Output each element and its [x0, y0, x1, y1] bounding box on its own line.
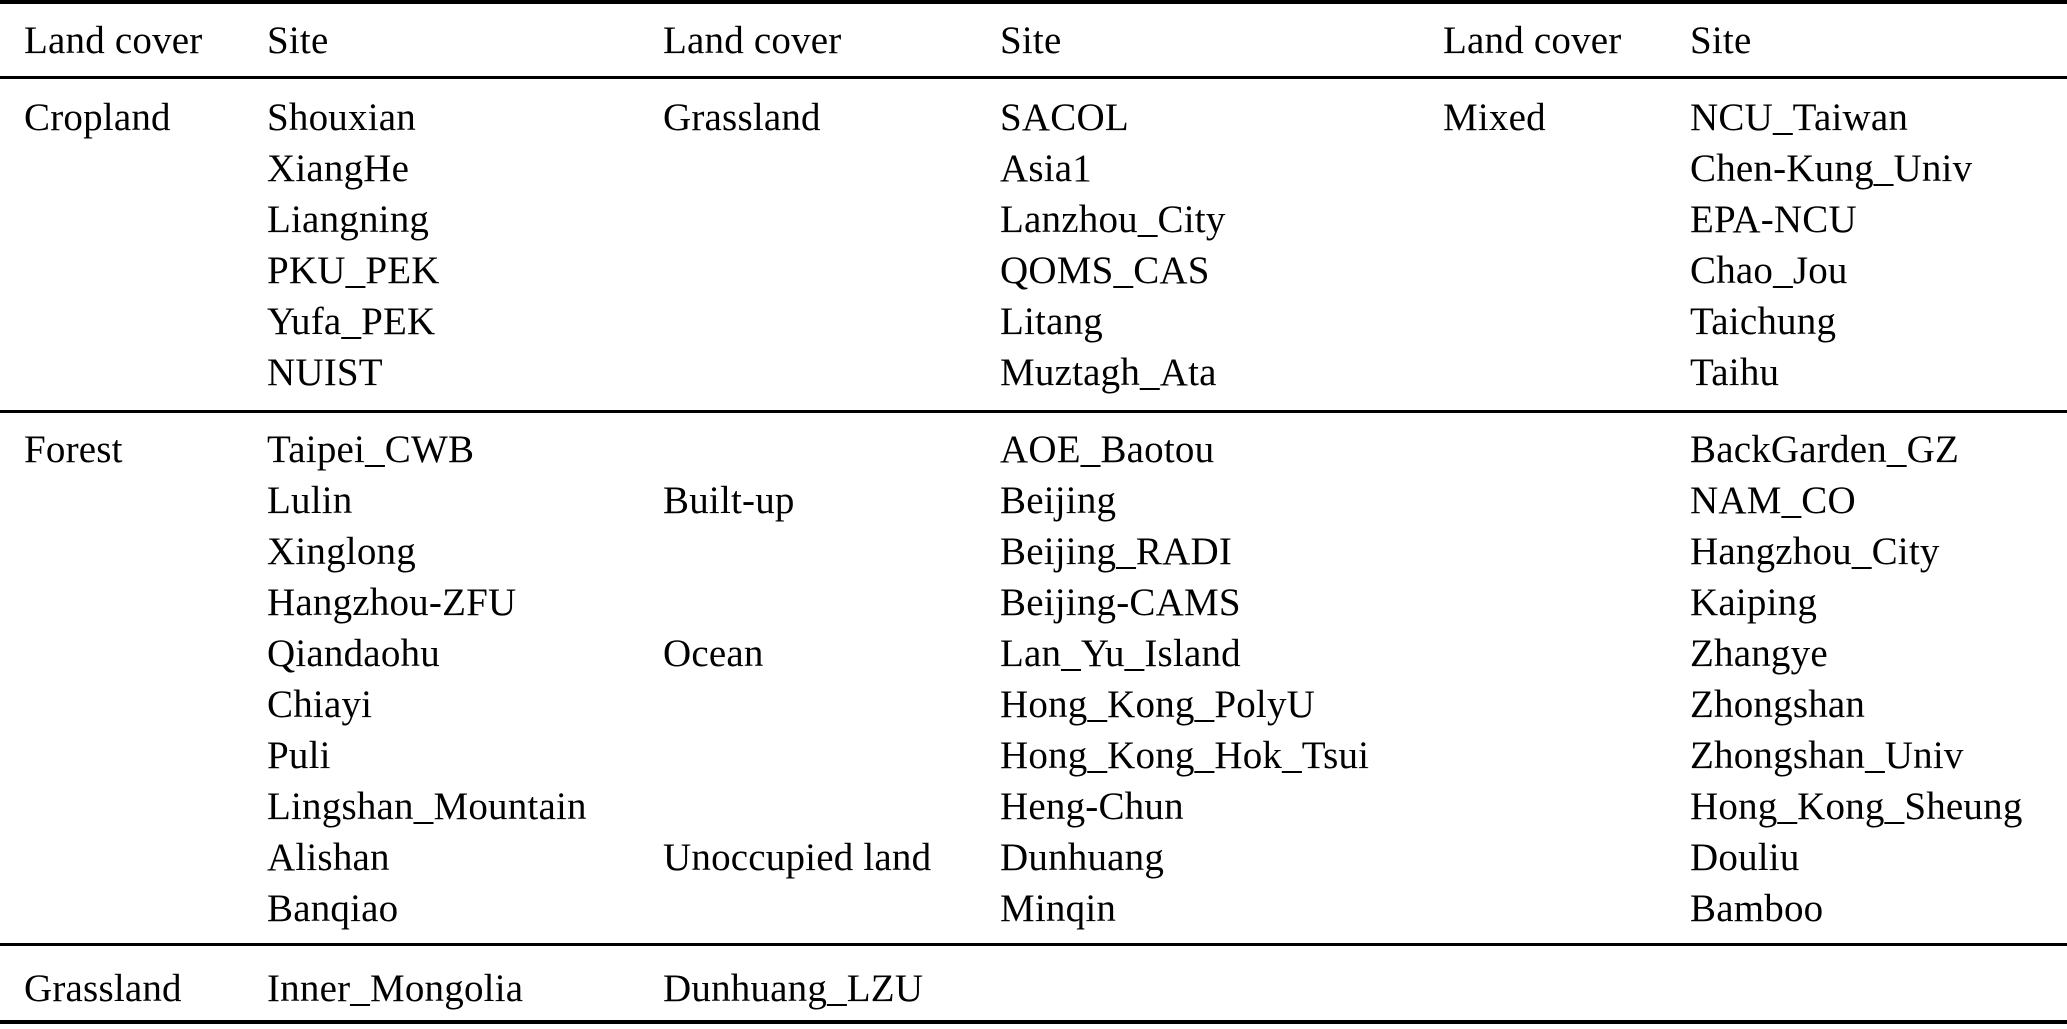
land-cover-cell — [1443, 245, 1690, 296]
site-cell: Hangzhou-ZFU — [267, 581, 517, 624]
site-cell: Kaiping — [1690, 581, 1818, 624]
site-cell: EPA-NCU — [1690, 198, 1857, 241]
site-cell: Minqin — [1000, 887, 1117, 930]
land-cover-cell — [24, 679, 267, 730]
land-cover-cell — [24, 296, 267, 347]
land-cover-cell — [1443, 730, 1690, 781]
land-cover-cell — [24, 781, 267, 832]
land-cover-cell — [1443, 781, 1690, 832]
land-cover-cell — [663, 194, 1000, 245]
site-cell: Taichung — [1690, 300, 1837, 343]
land-cover-cell — [1443, 832, 1690, 883]
site-cell: QOMS_CAS — [1000, 249, 1210, 292]
table-block-2 — [0, 413, 2067, 946]
site-cell: BackGarden_GZ — [1690, 428, 1959, 471]
land-cover-cell — [24, 347, 267, 398]
land-cover-cell: Built-up — [663, 479, 795, 522]
land-cover-cell — [663, 347, 1000, 398]
site-cell: Dunhuang — [1000, 836, 1165, 879]
land-cover-cell — [1443, 679, 1690, 730]
site-cell: NAM_CO — [1690, 479, 1856, 522]
land-cover-cell — [24, 143, 267, 194]
land-cover-cell: Grassland — [663, 96, 821, 139]
site-cell: Douliu — [1690, 836, 1800, 879]
site-cell: Lan_Yu_Island — [1000, 632, 1241, 675]
site-cell: Zhongshan — [1690, 683, 1866, 726]
land-cover-cell: Dunhuang_LZU — [663, 967, 924, 1010]
land-cover-cell: Mixed — [1443, 96, 1546, 139]
site-cell: AOE_Baotou — [1000, 428, 1215, 471]
land-cover-cell — [1443, 628, 1690, 679]
site-cell: Litang — [1000, 300, 1104, 343]
site-cell: Lulin — [267, 479, 353, 522]
land-cover-cell: Ocean — [663, 632, 764, 675]
site-cell: NUIST — [267, 351, 383, 394]
site-cell: Taipei_CWB — [267, 428, 475, 471]
land-cover-cell — [24, 883, 267, 934]
land-cover-cell — [663, 679, 1000, 730]
land-cover-cell — [24, 730, 267, 781]
site-cell: Heng-Chun — [1000, 785, 1184, 828]
land-cover-cell — [663, 730, 1000, 781]
land-cover-cell — [1443, 577, 1690, 628]
land-cover-cell — [24, 628, 267, 679]
column-header-land-cover: Land cover — [24, 19, 203, 62]
land-cover-cell — [663, 781, 1000, 832]
site-cell: Liangning — [267, 198, 430, 241]
land-cover-cell — [24, 577, 267, 628]
land-cover-cell: Forest — [24, 428, 123, 471]
site-cell: Lanzhou_City — [1000, 198, 1226, 241]
land-cover-cell — [24, 832, 267, 883]
site-cell: Chiayi — [267, 683, 373, 726]
column-header-land-cover: Land cover — [663, 19, 842, 62]
site-cell: Xinglong — [267, 530, 416, 573]
land-cover-cell — [663, 245, 1000, 296]
site-cell: NCU_Taiwan — [1690, 96, 1909, 139]
column-header-site: Site — [1690, 19, 1752, 62]
land-cover-cell — [24, 245, 267, 296]
site-cell: Taihu — [1690, 351, 1780, 394]
land-cover-cell — [1443, 194, 1690, 245]
land-cover-cell — [663, 143, 1000, 194]
land-cover-cell — [1443, 347, 1690, 398]
site-cell — [1690, 963, 2067, 1014]
site-cell: Muztagh_Ata — [1000, 351, 1217, 394]
site-cell: Hong_Kong_Sheung — [1690, 785, 2023, 828]
land-cover-cell — [24, 194, 267, 245]
land-cover-cell — [1443, 424, 1690, 475]
column-header-land-cover: Land cover — [1443, 19, 1622, 62]
site-cell: Asia1 — [1000, 147, 1092, 190]
land-cover-cell — [663, 526, 1000, 577]
site-cell: Beijing_RADI — [1000, 530, 1233, 573]
land-cover-cell — [1443, 963, 1690, 1014]
land-cover-cell — [663, 577, 1000, 628]
site-cell: Hangzhou_City — [1690, 530, 1940, 573]
land-cover-cell: Grassland — [24, 967, 182, 1010]
site-cell: Banqiao — [267, 887, 399, 930]
site-cell: XiangHe — [267, 147, 410, 190]
site-cell: Beijing — [1000, 479, 1117, 522]
site-cell: Lingshan_Mountain — [267, 785, 587, 828]
site-cell: Hong_Kong_PolyU — [1000, 683, 1316, 726]
land-cover-cell — [663, 424, 1000, 475]
site-cell: Bamboo — [1690, 887, 1824, 930]
table-block-3 — [0, 946, 2067, 1020]
land-cover-cell — [663, 296, 1000, 347]
site-cell: Qiandaohu — [267, 632, 440, 675]
column-header-site: Site — [1000, 19, 1062, 62]
land-cover-cell: Cropland — [24, 96, 171, 139]
land-cover-cell — [1443, 296, 1690, 347]
site-cell: Chen-Kung_Univ — [1690, 147, 1973, 190]
site-cell: Alishan — [267, 836, 390, 879]
column-header-site: Site — [267, 19, 329, 62]
site-cell: Beijing-CAMS — [1000, 581, 1241, 624]
table-header-row — [0, 4, 2067, 79]
site-cell: Puli — [267, 734, 331, 777]
site-cell: SACOL — [1000, 96, 1129, 139]
land-cover-cell — [1443, 475, 1690, 526]
site-cell: Zhangye — [1690, 632, 1828, 675]
land-cover-cell: Unoccupied land — [663, 836, 932, 879]
site-cell: PKU_PEK — [267, 249, 440, 292]
site-cell: Hong_Kong_Hok_Tsui — [1000, 734, 1370, 777]
land-cover-cell — [24, 526, 267, 577]
site-cell: Yufa_PEK — [267, 300, 436, 343]
site-cell: Inner_Mongolia — [267, 967, 524, 1010]
site-cell: Shouxian — [267, 96, 416, 139]
land-cover-cell — [1443, 526, 1690, 577]
land-cover-cell — [663, 883, 1000, 934]
land-cover-cell — [24, 475, 267, 526]
table-block-1 — [0, 79, 2067, 413]
site-cell — [1000, 963, 1443, 1014]
land-cover-cell — [1443, 143, 1690, 194]
site-cell: Chao_Jou — [1690, 249, 1848, 292]
land-cover-cell — [1443, 883, 1690, 934]
site-cell: Zhongshan_Univ — [1690, 734, 1964, 777]
